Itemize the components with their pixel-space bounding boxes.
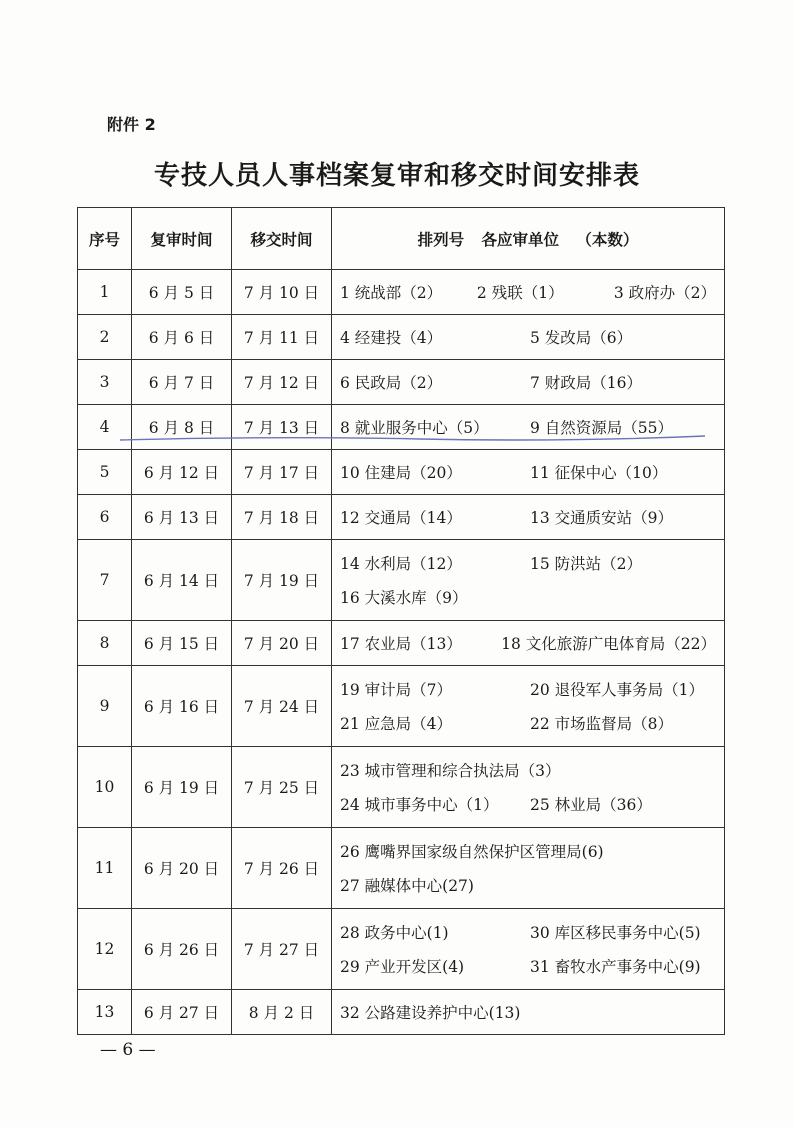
row-review-time: 6 月 13 日 (132, 495, 232, 540)
header-units-order: 排列号 (417, 230, 465, 249)
table-row (78, 405, 725, 450)
table-row (78, 315, 725, 360)
row-seq: 11 (78, 828, 132, 909)
table-row (78, 495, 725, 540)
row-seq: 8 (78, 621, 132, 666)
row-seq: 1 (78, 270, 132, 315)
unit-line (340, 275, 716, 309)
table-row (78, 450, 725, 495)
unit-entry: 5 发改局（6） (530, 329, 633, 347)
row-seq: 3 (78, 360, 132, 405)
row-units (332, 666, 725, 747)
unit-entry: 28 政务中心(1) (340, 924, 449, 942)
unit-entry: 25 林业局（36） (530, 796, 652, 814)
unit-entry: 14 水利局（12） (340, 555, 462, 573)
unit-line (340, 787, 716, 821)
row-transfer-time: 7 月 10 日 (232, 270, 332, 315)
unit-entry: 18 文化旅游广电体育局（22） (501, 635, 716, 653)
page-number: — 6 — (100, 1040, 156, 1060)
row-units (332, 909, 725, 990)
unit-line (340, 546, 716, 580)
header-review-time: 复审时间 (132, 208, 232, 270)
unit-line (340, 753, 716, 787)
row-seq: 4 (78, 405, 132, 450)
row-review-time: 6 月 8 日 (132, 405, 232, 450)
unit-entry: 15 防洪站（2） (530, 555, 643, 573)
unit-line (340, 626, 716, 660)
unit-entry: 17 农业局（13） (340, 635, 462, 653)
unit-line (340, 580, 716, 614)
row-review-time: 6 月 20 日 (132, 828, 232, 909)
row-review-time: 6 月 19 日 (132, 747, 232, 828)
unit-entry: 29 产业开发区(4) (340, 958, 465, 976)
row-transfer-time: 7 月 24 日 (232, 666, 332, 747)
unit-entry: 31 畜牧水产事务中心(9) (530, 958, 701, 976)
row-review-time: 6 月 7 日 (132, 360, 232, 405)
row-units (332, 621, 725, 666)
row-transfer-time: 7 月 19 日 (232, 540, 332, 621)
row-transfer-time: 7 月 26 日 (232, 828, 332, 909)
table-row (78, 828, 725, 909)
row-units (332, 405, 725, 450)
table-row (78, 360, 725, 405)
unit-entry: 21 应急局（4） (340, 715, 453, 733)
page-title: 专技人员人事档案复审和移交时间安排表 (153, 161, 640, 191)
unit-entry: 22 市场监督局（8） (530, 715, 674, 733)
row-units (332, 540, 725, 621)
unit-line (340, 410, 716, 444)
unit-entry: 24 城市事务中心（1） (340, 796, 499, 814)
unit-entry: 32 公路建设养护中心(13) (340, 1004, 521, 1022)
row-review-time: 6 月 6 日 (132, 315, 232, 360)
row-units (332, 495, 725, 540)
unit-line (340, 320, 716, 354)
unit-entry: 7 财政局（16） (530, 374, 643, 392)
unit-line (340, 915, 716, 949)
attachment-label: 附件 2 (107, 115, 156, 134)
row-review-time: 6 月 5 日 (132, 270, 232, 315)
unit-entry: 13 交通质安站（9） (530, 509, 674, 527)
table-row (78, 990, 725, 1035)
table-row (78, 909, 725, 990)
table-row (78, 621, 725, 666)
unit-entry: 1 统战部（2） (340, 284, 443, 302)
unit-entry: 23 城市管理和综合执法局（3） (340, 762, 561, 780)
unit-entry: 11 征保中心（10） (530, 464, 668, 482)
header-seq: 序号 (78, 208, 132, 270)
row-seq: 6 (78, 495, 132, 540)
row-seq: 5 (78, 450, 132, 495)
row-review-time: 6 月 15 日 (132, 621, 232, 666)
unit-line (340, 365, 716, 399)
table-header-row (78, 208, 725, 270)
unit-line (340, 868, 716, 902)
unit-line (340, 706, 716, 740)
unit-entry: 10 住建局（20） (340, 464, 462, 482)
row-review-time: 6 月 16 日 (132, 666, 232, 747)
row-transfer-time: 7 月 25 日 (232, 747, 332, 828)
row-units (332, 828, 725, 909)
row-transfer-time: 7 月 11 日 (232, 315, 332, 360)
header-units-count: （本数） (576, 230, 639, 249)
header-units-name: 各应审单位 (481, 230, 559, 249)
unit-entry: 12 交通局（14） (340, 509, 462, 527)
row-transfer-time: 8 月 2 日 (232, 990, 332, 1035)
row-review-time: 6 月 14 日 (132, 540, 232, 621)
row-units (332, 315, 725, 360)
row-review-time: 6 月 26 日 (132, 909, 232, 990)
row-seq: 2 (78, 315, 132, 360)
row-units (332, 450, 725, 495)
row-seq: 10 (78, 747, 132, 828)
row-seq: 12 (78, 909, 132, 990)
row-transfer-time: 7 月 18 日 (232, 495, 332, 540)
row-transfer-time: 7 月 13 日 (232, 405, 332, 450)
row-units (332, 990, 725, 1035)
row-transfer-time: 7 月 27 日 (232, 909, 332, 990)
row-units (332, 360, 725, 405)
unit-entry: 3 政府办（2） (613, 284, 716, 302)
unit-line (340, 995, 716, 1029)
header-units (332, 208, 725, 270)
row-units (332, 270, 725, 315)
unit-line (340, 500, 716, 534)
unit-entry: 6 民政局（2） (340, 374, 443, 392)
unit-line (340, 834, 716, 868)
table-row (78, 540, 725, 621)
row-transfer-time: 7 月 20 日 (232, 621, 332, 666)
unit-entry: 4 经建投（4） (340, 329, 443, 347)
row-transfer-time: 7 月 17 日 (232, 450, 332, 495)
row-seq: 7 (78, 540, 132, 621)
unit-line (340, 949, 716, 983)
table-row (78, 666, 725, 747)
unit-entry: 8 就业服务中心（5） (340, 419, 489, 437)
unit-line (340, 672, 716, 706)
unit-entry: 19 审计局（7） (340, 681, 453, 699)
schedule-table (77, 207, 725, 1035)
unit-entry: 20 退役军人事务局（1） (530, 681, 705, 699)
unit-entry: 26 鹰嘴界国家级自然保护区管理局(6) (340, 843, 604, 861)
table-row (78, 747, 725, 828)
unit-entry: 16 大溪水库（9） (340, 589, 468, 607)
unit-entry: 30 库区移民事务中心(5) (530, 924, 701, 942)
row-review-time: 6 月 27 日 (132, 990, 232, 1035)
row-units (332, 747, 725, 828)
unit-line (340, 455, 716, 489)
table-body (78, 270, 725, 1035)
unit-entry: 2 残联（1） (476, 284, 564, 302)
row-seq: 13 (78, 990, 132, 1035)
row-review-time: 6 月 12 日 (132, 450, 232, 495)
row-transfer-time: 7 月 12 日 (232, 360, 332, 405)
table-row (78, 270, 725, 315)
row-seq: 9 (78, 666, 132, 747)
unit-entry: 9 自然资源局（55） (530, 419, 674, 437)
unit-entry: 27 融媒体中心(27) (340, 877, 474, 895)
header-transfer-time: 移交时间 (232, 208, 332, 270)
